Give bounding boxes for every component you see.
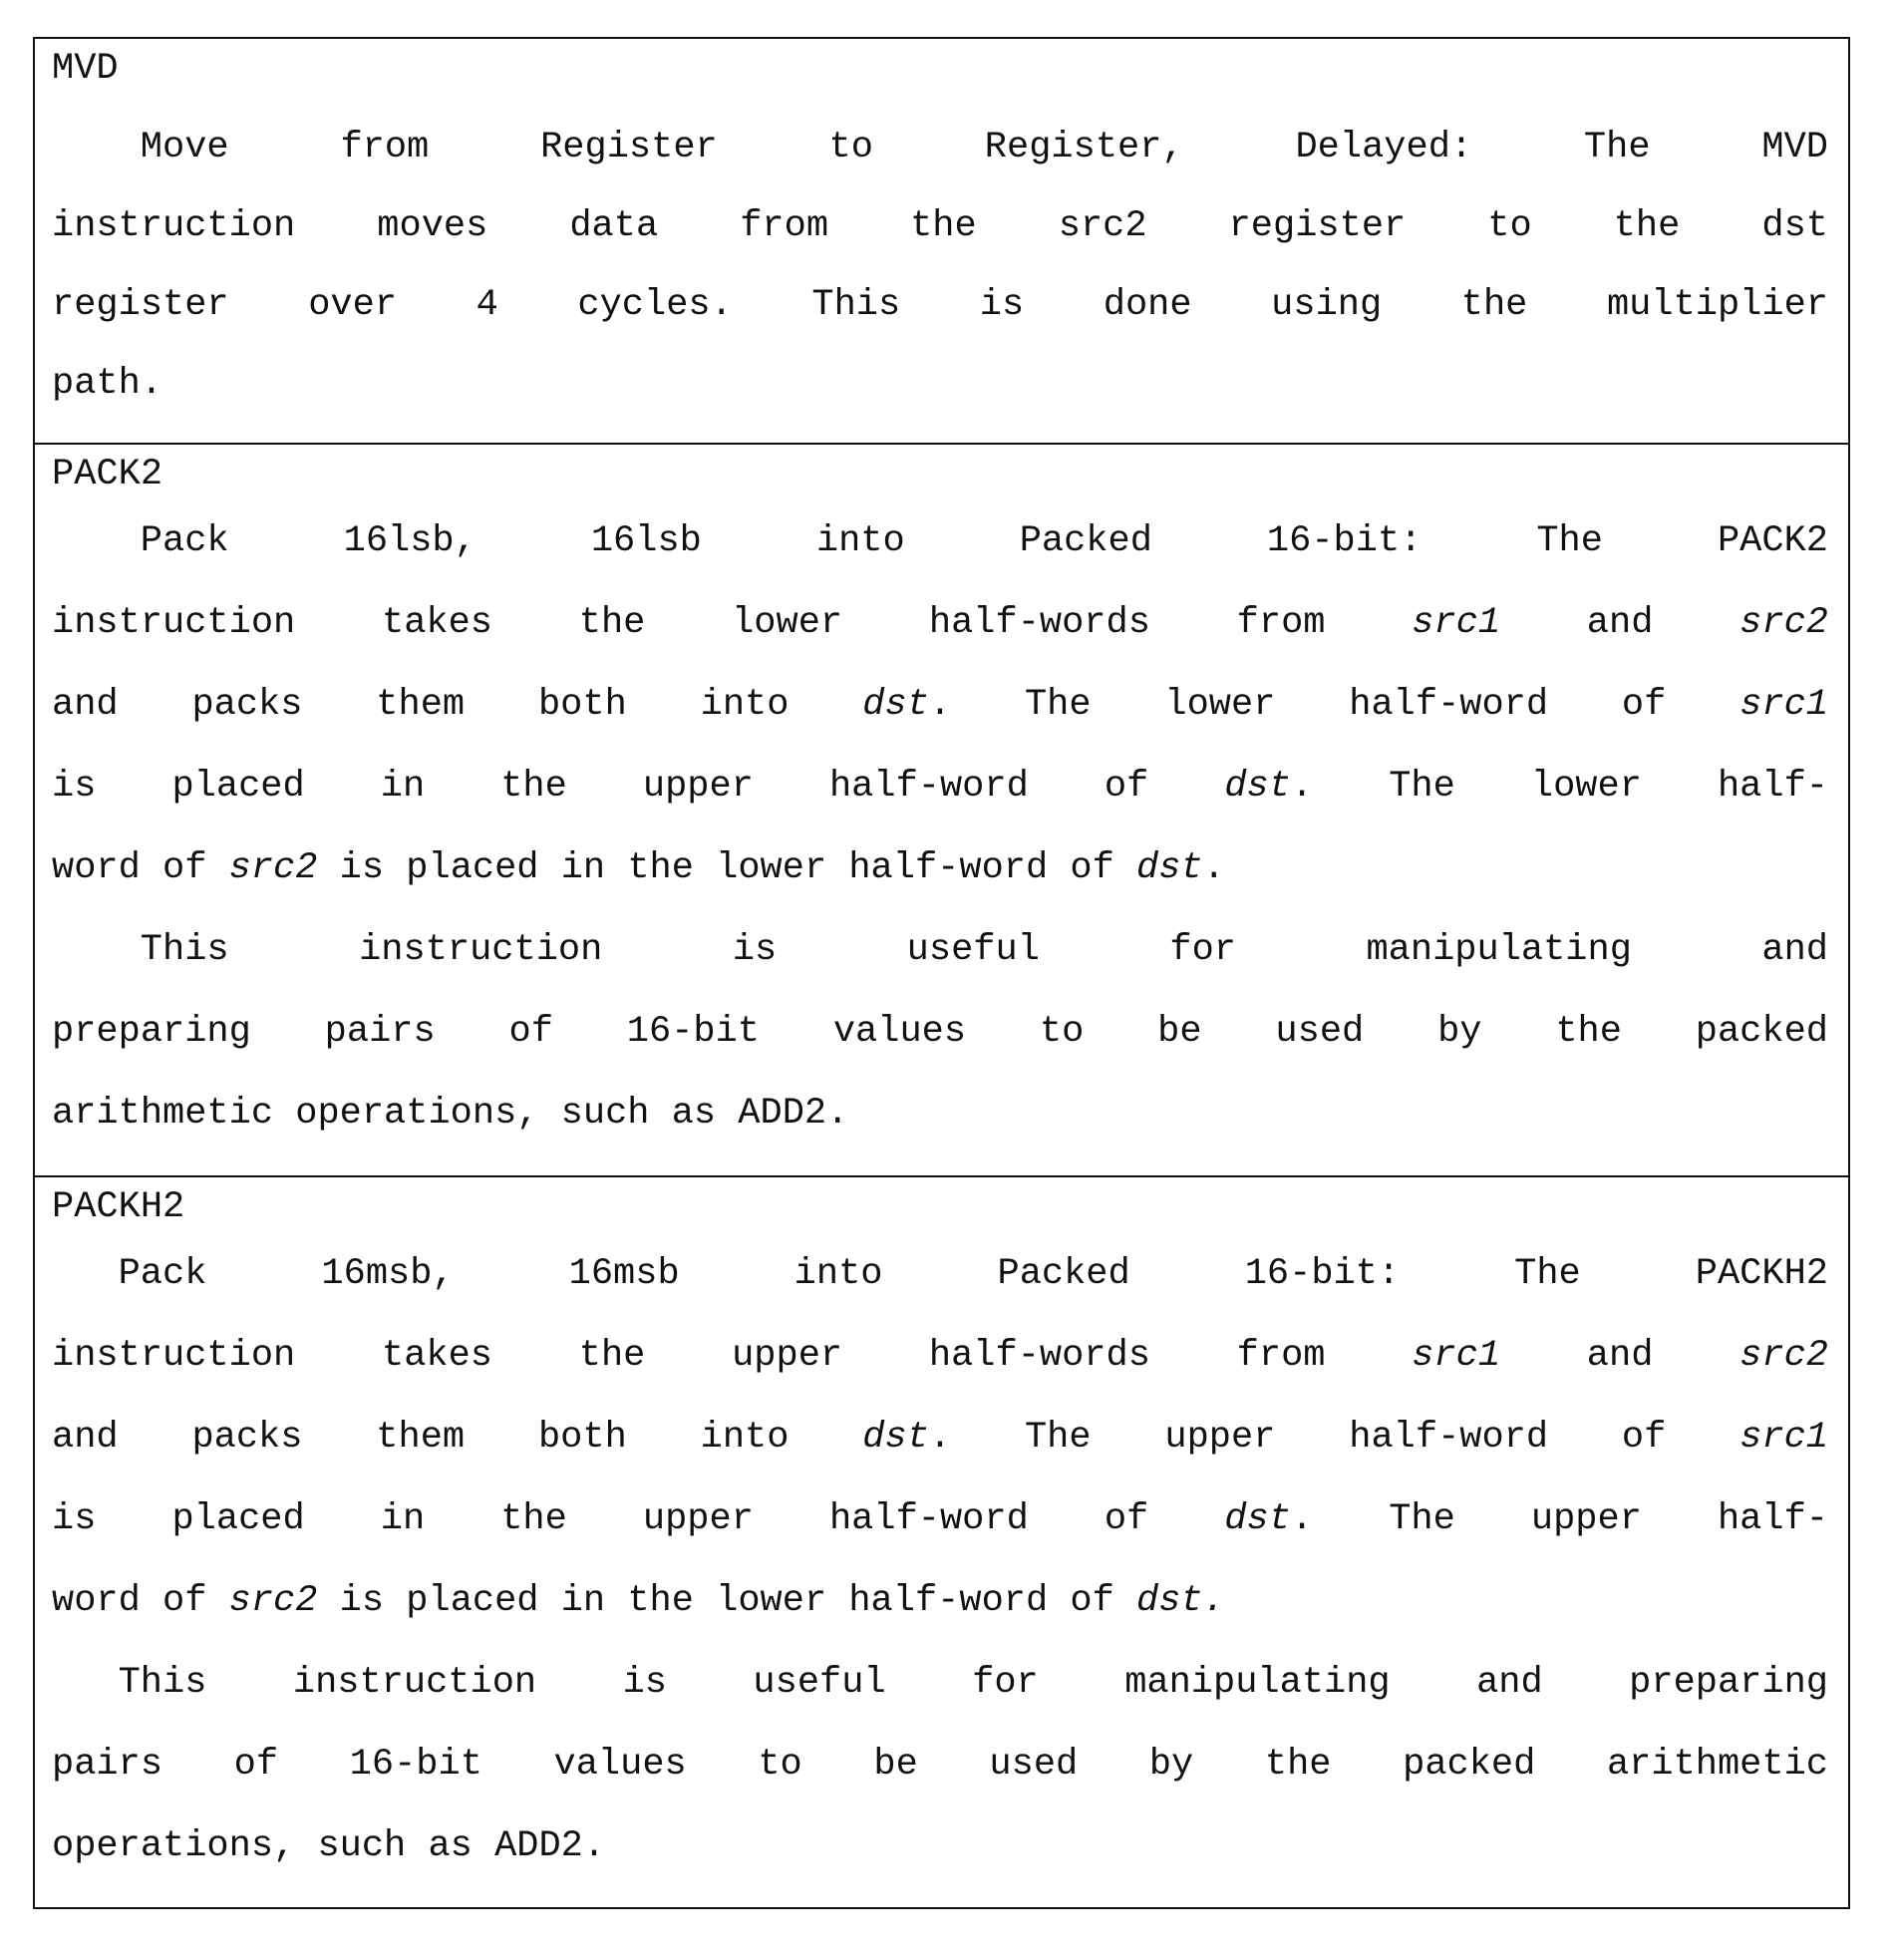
operand-text: src2: [229, 1580, 318, 1622]
text-segment: This instruction is useful for manipulating and preparing: [119, 1662, 1828, 1704]
instruction-row-mvd: [35, 39, 1848, 443]
operand-text: dst: [1136, 847, 1203, 889]
text-line: [52, 991, 1828, 1073]
operand-text: src1: [1412, 602, 1500, 644]
description-paragraph: [52, 1642, 1828, 1887]
description-paragraph: [52, 500, 1828, 909]
instruction-row-packh2: [35, 1175, 1848, 1907]
text-line: [52, 827, 1828, 909]
instruction-name: PACK2: [52, 449, 1828, 500]
operand-text: dst: [862, 1417, 929, 1459]
text-line: [52, 500, 1828, 582]
text-line: [52, 1315, 1828, 1397]
operand-text: src1: [1740, 684, 1828, 726]
text-line: [52, 1724, 1828, 1805]
text-segment: instruction takes the lower half-words from: [52, 602, 1412, 644]
instruction-table: [33, 37, 1850, 1909]
operand-text: src1: [1412, 1335, 1500, 1377]
text-line: [52, 109, 1828, 187]
text-segment: . The upper half-word of: [929, 1417, 1740, 1459]
text-line: [52, 664, 1828, 746]
text-segment: operations, such as ADD2.: [52, 1825, 605, 1867]
description-paragraph: [52, 109, 1828, 424]
text-segment: Pack 16msb, 16msb into Packed 16-bit: The PACKH2: [119, 1253, 1828, 1295]
text-segment: .: [1203, 847, 1225, 889]
operand-text: dst.: [1136, 1580, 1225, 1622]
text-segment: instruction moves data from the src2 register to the dst: [52, 205, 1828, 247]
text-line: [52, 266, 1828, 345]
description-paragraph: [52, 1233, 1828, 1642]
text-line: [52, 1805, 1828, 1887]
instruction-name: MVD: [52, 43, 1828, 95]
text-segment: and packs them both into: [52, 684, 862, 726]
text-segment: pairs of 16-bit values to be used by the packed arithmetic: [52, 1744, 1828, 1786]
operand-text: dst: [1224, 1498, 1291, 1540]
instruction-name: PACKH2: [52, 1181, 1828, 1233]
text-segment: and packs them both into: [52, 1417, 862, 1459]
description-paragraph: [52, 909, 1828, 1154]
text-segment: and: [1500, 602, 1740, 644]
text-segment: This instruction is useful for manipulating and: [141, 929, 1828, 971]
instruction-row-pack2: [35, 443, 1848, 1175]
text-line: [52, 345, 1828, 424]
text-segment: . The lower half-: [1291, 766, 1828, 808]
text-line: [52, 1233, 1828, 1315]
text-segment: preparing pairs of 16-bit values to be used by the packed: [52, 1011, 1828, 1053]
operand-text: dst: [862, 684, 929, 726]
text-segment: is placed in the upper half-word of: [52, 766, 1224, 808]
text-segment: Move from Register to Register, Delayed: The MVD: [141, 127, 1828, 168]
text-segment: is placed in the lower half-word of: [317, 1580, 1136, 1622]
text-line: [52, 909, 1828, 991]
text-line: [52, 1642, 1828, 1724]
operand-text: src2: [1740, 1335, 1828, 1377]
text-segment: instruction takes the upper half-words from: [52, 1335, 1412, 1377]
text-line: [52, 1397, 1828, 1478]
text-segment: register over 4 cycles. This is done using the multiplier: [52, 284, 1828, 326]
text-segment: is placed in the upper half-word of: [52, 1498, 1224, 1540]
text-line: [52, 1073, 1828, 1154]
operand-text: dst: [1224, 766, 1291, 808]
text-segment: Pack 16lsb, 16lsb into Packed 16-bit: The PACK2: [141, 520, 1828, 562]
text-line: [52, 582, 1828, 664]
text-segment: word of: [52, 1580, 229, 1622]
text-line: [52, 1478, 1828, 1560]
text-segment: and: [1500, 1335, 1740, 1377]
text-segment: word of: [52, 847, 229, 889]
text-line: [52, 187, 1828, 266]
text-line: [52, 746, 1828, 827]
text-segment: . The lower half-word of: [929, 684, 1740, 726]
operand-text: src2: [229, 847, 318, 889]
text-line: [52, 1560, 1828, 1642]
text-segment: . The upper half-: [1291, 1498, 1828, 1540]
operand-text: src1: [1740, 1417, 1828, 1459]
text-segment: is placed in the lower half-word of: [317, 847, 1136, 889]
operand-text: src2: [1740, 602, 1828, 644]
text-segment: arithmetic operations, such as ADD2.: [52, 1093, 848, 1135]
text-segment: path.: [52, 363, 162, 405]
